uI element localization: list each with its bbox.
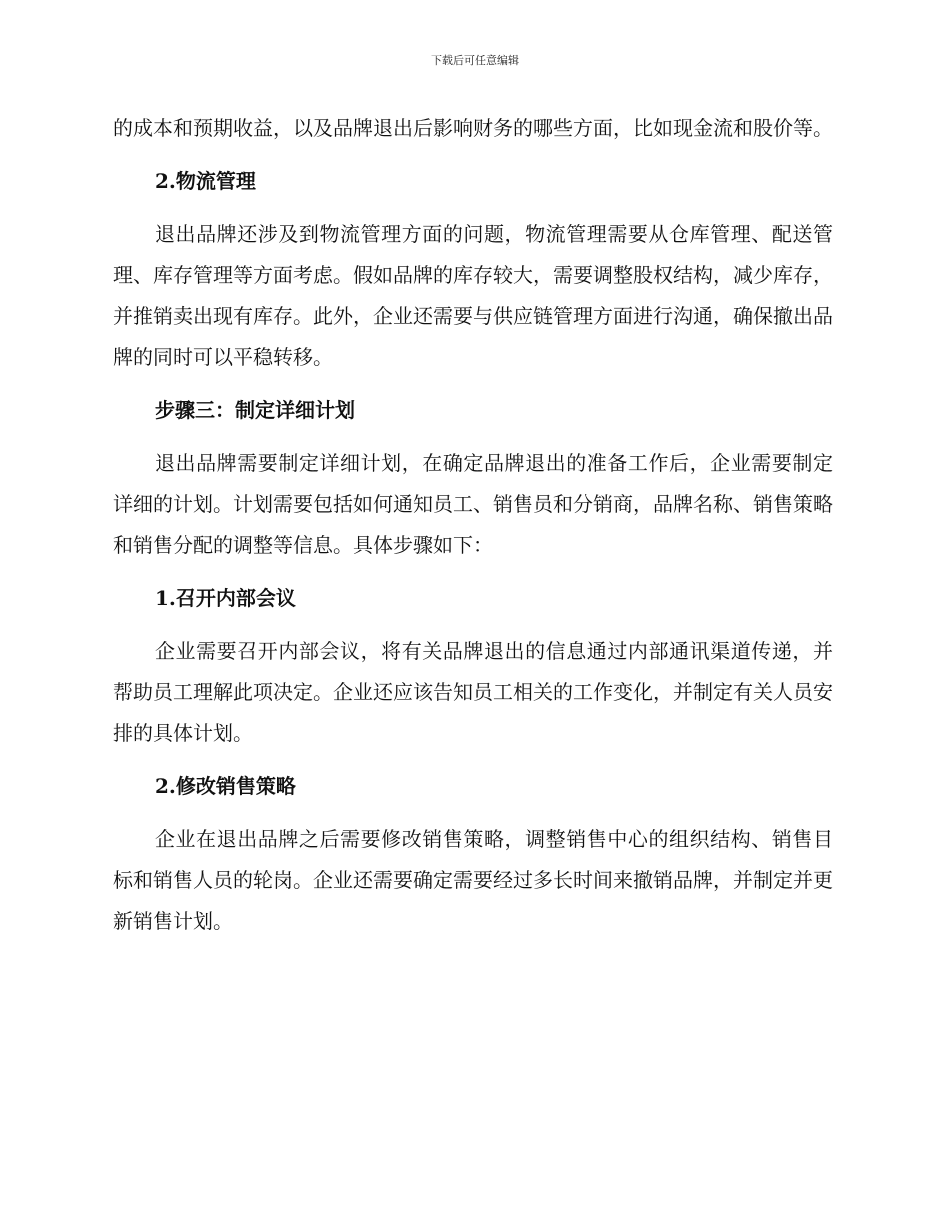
spacer <box>113 202 833 214</box>
heading-internal-meeting: 1.召开内部会议 <box>155 586 296 610</box>
spacer <box>113 431 833 443</box>
paragraph-sales-strategy: 企业在退出品牌之后需要修改销售策略，调整销售中心的组织结构、销售目标和销售人员的轮岗。企业还需要确定需要经过多长时间来撤销品牌，并制定并更新销售计划。 <box>113 827 833 933</box>
spacer <box>113 807 833 819</box>
document-body <box>113 108 833 942</box>
paragraph-logistics: 退出品牌还涉及到物流管理方面的问题，物流管理需要从仓库管理、配送管理、库存管理等方面考虑。假如品牌的库存较大，需要调整股权结构，减少库存，并推销卖出现有库存。此外，企业还需要与供应链管理方面进行沟通，确保撤出品牌的同时可以平稳转移。 <box>113 222 833 369</box>
spacer <box>113 754 833 766</box>
spacer <box>113 619 833 631</box>
heading-step-three: 步骤三：制定详细计划 <box>155 398 355 422</box>
spacer <box>113 378 833 390</box>
heading-sales-strategy: 2.修改销售策略 <box>155 774 296 798</box>
spacer <box>113 566 833 578</box>
heading-logistics: 2.物流管理 <box>155 169 256 193</box>
page-header: 下载后可任意编辑 <box>431 54 519 67</box>
spacer <box>113 149 833 161</box>
paragraph-finance-continued: 的成本和预期收益，以及品牌退出后影响财务的哪些方面，比如现金流和股价等。 <box>113 116 833 140</box>
paragraph-internal-meeting: 企业需要召开内部会议，将有关品牌退出的信息通过内部通讯渠道传递，并帮助员工理解此项决定。企业还应该告知员工相关的工作变化，并制定有关人员安排的具体计划。 <box>113 639 833 745</box>
paragraph-detailed-plan: 退出品牌需要制定详细计划，在确定品牌退出的准备工作后，企业需要制定详细的计划。计划需要包括如何通知员工、销售员和分销商，品牌名称、销售策略和销售分配的调整等信息。具体步骤如下： <box>113 451 833 557</box>
